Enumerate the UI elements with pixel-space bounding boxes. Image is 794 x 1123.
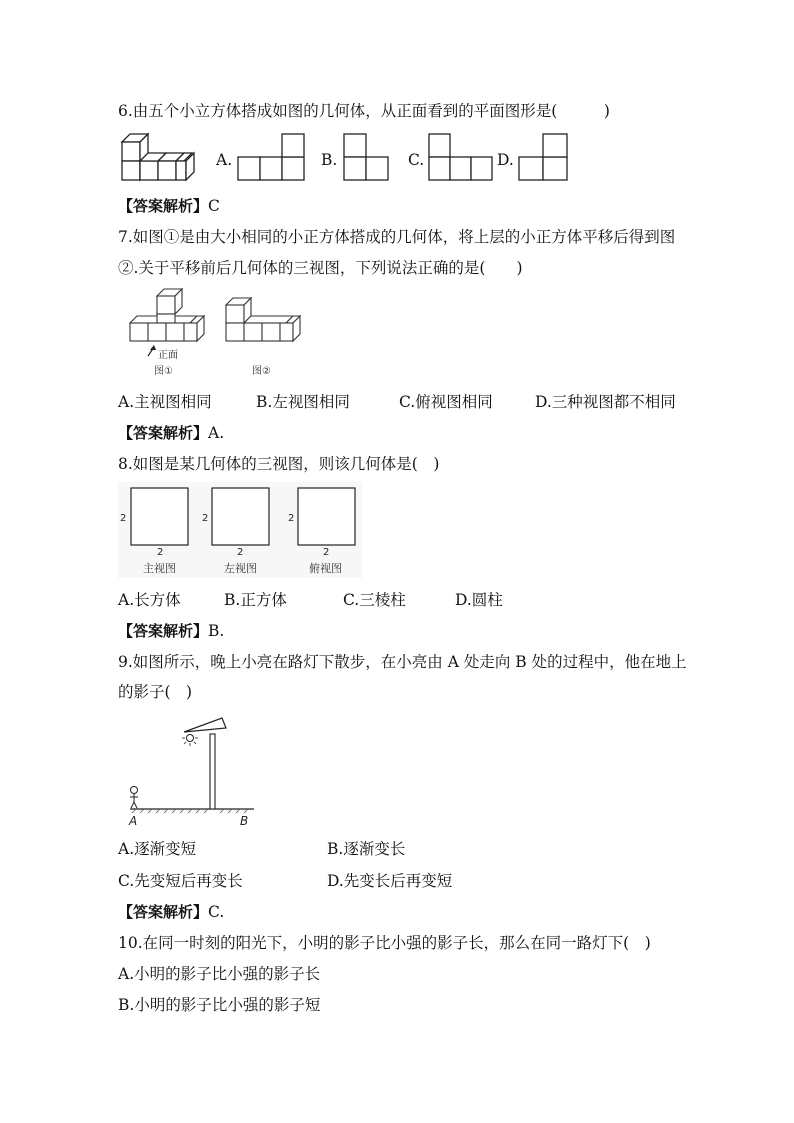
q10-option-a: A.小明的影子比小强的影子长 xyxy=(118,965,321,983)
q9-point-a: A xyxy=(129,814,138,828)
q6-answer-label: 【答案解析】 xyxy=(118,197,209,215)
q8-answer xyxy=(118,621,224,641)
q8-top-view-bottom-label: 2 xyxy=(323,547,330,558)
q10-option-b: B.小明的影子比小强的影子短 xyxy=(118,996,321,1014)
q7-answer xyxy=(118,423,224,443)
q9-stem-line1: 9.如图所示，晚上小亮在路灯下散步，在小亮由 A 处走向 B 处的过程中，他在地上 xyxy=(118,653,687,671)
q6-option-c-label: C. xyxy=(408,151,425,169)
q9-answer-label: 【答案解析】 xyxy=(118,903,209,921)
q8-answer-label: 【答案解析】 xyxy=(118,622,209,640)
q9-option-b: B.逐渐变长 xyxy=(327,840,406,858)
q7-figure-1 xyxy=(126,286,210,378)
q6-option-b-figure xyxy=(343,132,393,182)
q8-main-view-side-label: 2 xyxy=(120,513,127,524)
q6-stem: 6.由五个小立方体搭成如图的几何体，从正面看到的平面图形是( ) xyxy=(118,102,610,120)
q7-answer-label: 【答案解析】 xyxy=(118,424,209,442)
q6-answer xyxy=(118,196,220,216)
q9-option-d: D.先变长后再变短 xyxy=(327,872,453,890)
q8-left-view-bottom-label: 2 xyxy=(237,547,244,558)
q7-stem-line1: 7.如图①是由大小相同的小正方体搭成的几何体，将上层的小正方体平移后得到图 xyxy=(118,228,676,246)
q7-figure-2 xyxy=(222,286,306,378)
q8-three-views-figure xyxy=(118,482,362,578)
q6-solid-figure xyxy=(118,128,198,184)
q9-answer-value: C. xyxy=(208,903,225,921)
q7-option-d: D.三种视图都不相同 xyxy=(535,393,676,411)
q8-left-view-side-label: 2 xyxy=(202,513,209,524)
q6-option-d-label: D. xyxy=(497,151,514,169)
q8-main-view-bottom-label: 2 xyxy=(157,547,164,558)
q8-left-view-caption: 左视图 xyxy=(224,562,257,575)
q9-option-a: A.逐渐变短 xyxy=(118,840,197,858)
q9-stem-line2: 的影子( ) xyxy=(118,683,193,701)
q7-front-label: 正面 xyxy=(158,350,178,361)
q6-option-c-figure xyxy=(428,132,498,182)
q7-stem-line2: ②.关于平移前后几何体的三视图，下列说法正确的是( ) xyxy=(118,259,523,277)
q8-option-b: B.正方体 xyxy=(224,591,287,609)
q7-option-b: B.左视图相同 xyxy=(256,393,350,411)
q6-option-b-label: B. xyxy=(321,151,338,169)
q6-option-a-label: A. xyxy=(216,151,233,169)
q9-point-b: B xyxy=(240,814,249,828)
q6-option-a-figure xyxy=(237,132,307,182)
q6-option-d-figure xyxy=(518,132,570,182)
q8-option-d: D.圆柱 xyxy=(455,591,503,609)
q8-main-view-caption: 主视图 xyxy=(143,562,176,575)
q7-fig2-label: 图② xyxy=(252,366,271,377)
q7-option-a: A.主视图相同 xyxy=(118,393,212,411)
q9-answer xyxy=(118,902,224,922)
q7-option-c: C.俯视图相同 xyxy=(399,393,493,411)
q8-option-c: C.三棱柱 xyxy=(343,591,406,609)
q9-option-c: C.先变短后再变长 xyxy=(118,872,243,890)
q7-fig1-label: 图① xyxy=(154,366,173,377)
q8-answer-value: B. xyxy=(208,622,225,640)
q8-top-view-caption: 俯视图 xyxy=(309,562,342,575)
q9-street-lamp-figure xyxy=(122,712,262,832)
q8-top-view-side-label: 2 xyxy=(288,513,295,524)
q8-option-a: A.长方体 xyxy=(118,591,181,609)
q8-stem: 8.如图是某几何体的三视图，则该几何体是( ) xyxy=(118,455,440,473)
q7-answer-value: A. xyxy=(208,424,225,442)
q6-answer-value: C xyxy=(208,197,220,215)
q10-stem: 10.在同一时刻的阳光下，小明的影子比小强的影子长，那么在同一路灯下( ) xyxy=(118,934,651,952)
